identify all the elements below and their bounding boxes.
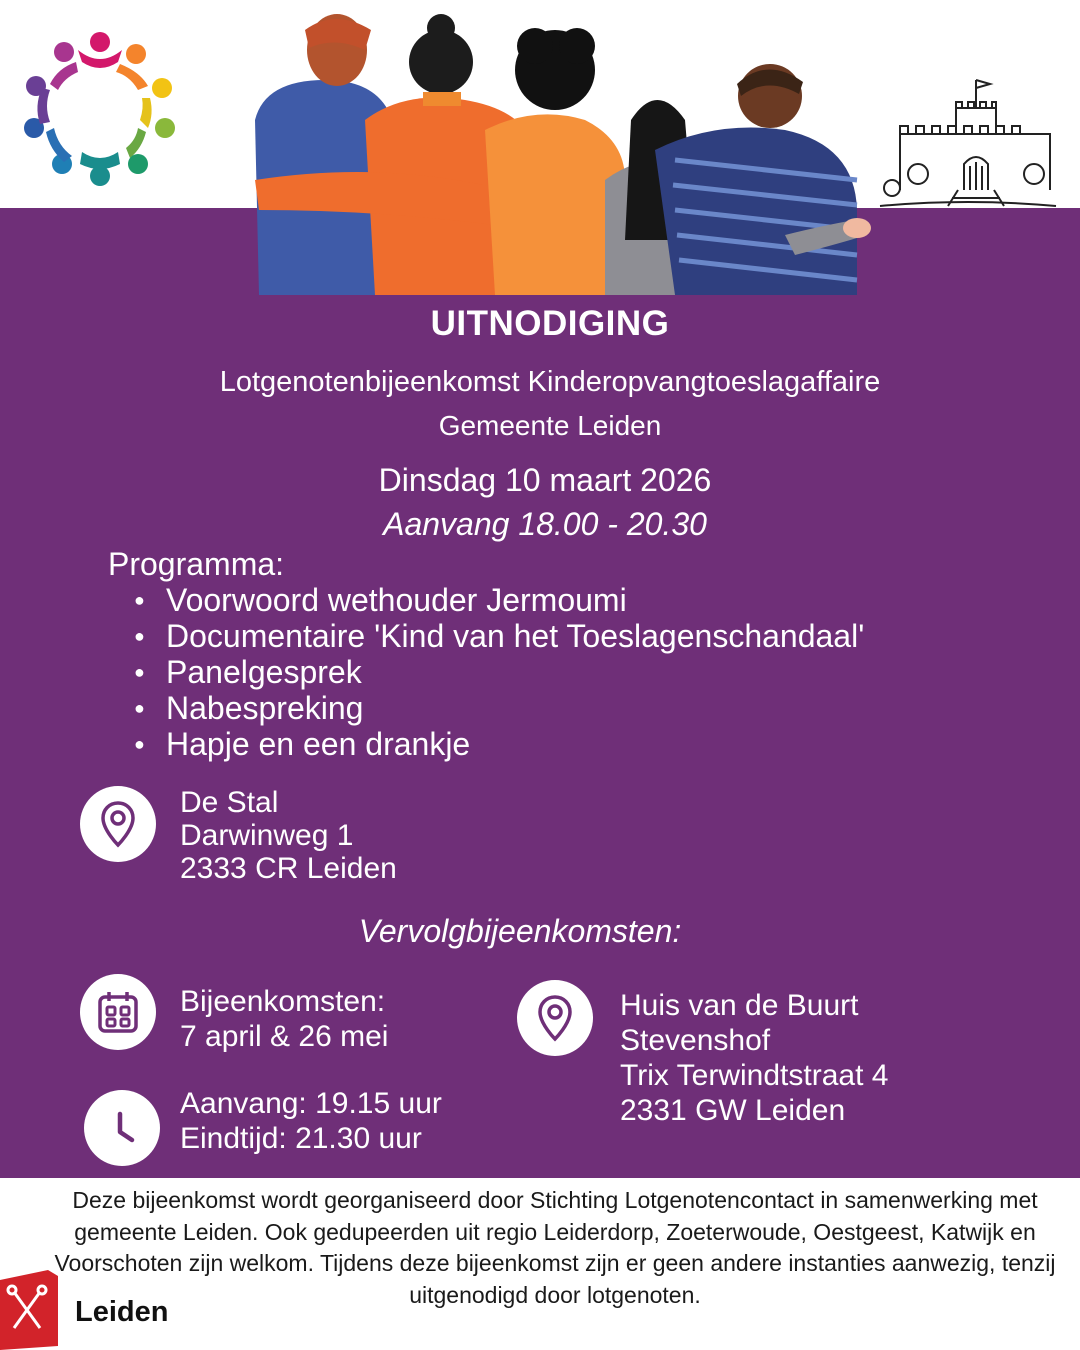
followup-dates-label: Bijeenkomsten: xyxy=(180,985,386,1018)
followup-venue-city: 2331 GW Leiden xyxy=(620,1094,846,1127)
followup-heading: Vervolgbijeenkomsten: xyxy=(358,913,682,949)
program-item: ● Nabespreking xyxy=(130,690,864,726)
venue-street: Darwinweg 1 xyxy=(180,819,354,852)
invitation-title: UITNODIGING xyxy=(430,304,670,343)
location-pin-icon xyxy=(98,800,138,848)
event-subtitle: Lotgenotenbijeenkomst Kinderopvangtoeslagaffaire xyxy=(219,366,881,398)
followup-end-time: Eindtijd: 21.30 uur xyxy=(180,1122,422,1155)
program-item: ● Panelgesprek xyxy=(130,654,864,690)
event-date: Dinsdag 10 maart 2026 xyxy=(378,462,712,498)
venue-name: De Stal xyxy=(180,786,279,819)
clock-icon xyxy=(102,1108,142,1148)
venue-city: 2333 CR Leiden xyxy=(180,852,397,885)
calendar-icon-circle xyxy=(80,974,156,1050)
program-item: ● Documentaire 'Kind van het Toeslagenschandaal' xyxy=(130,618,864,654)
leiden-logo-name: Leiden xyxy=(75,1296,169,1328)
followup-venue-district: Stevenshof xyxy=(620,1024,771,1057)
calendar-icon xyxy=(96,989,140,1035)
program-heading: Programma: xyxy=(108,546,285,582)
footer-disclaimer: Deze bijeenkomst wordt georganiseerd door Stichting Lotgenotencontact in samenwerking met gemeente Leiden. Ook gedupeerden uit regio Leiderdorp, Zoeterwoude, Oestgeest, Katwijk en Voorschoten zijn welkom. Tijdens deze bijeenkomst zijn er geen andere instanties aanwezig, tenzij uitgenodigd door lotgenoten. xyxy=(54,1187,1056,1308)
program-list xyxy=(130,582,864,762)
program-item: ● Hapje en een drankje xyxy=(130,726,864,762)
location-pin-icon xyxy=(535,994,575,1042)
followup-location-icon-circle xyxy=(517,980,593,1056)
program-item: ● Voorwoord wethouder Jermoumi xyxy=(130,582,864,618)
followup-venue-street: Trix Terwindtstraat 4 xyxy=(620,1059,889,1092)
followup-venue-name: Huis van de Buurt xyxy=(620,989,859,1022)
group-of-people-illustration xyxy=(245,10,875,295)
followup-dates: 7 april & 26 mei xyxy=(180,1020,389,1053)
community-ring-logo xyxy=(20,28,180,188)
venue-location-icon-circle xyxy=(80,786,156,862)
event-time: Aanvang 18.00 - 20.30 xyxy=(383,506,707,542)
municipality-name: Gemeente Leiden xyxy=(438,410,662,441)
clock-icon-circle xyxy=(84,1090,160,1166)
castle-illustration xyxy=(878,70,1058,210)
followup-start-time: Aanvang: 19.15 uur xyxy=(180,1087,442,1120)
